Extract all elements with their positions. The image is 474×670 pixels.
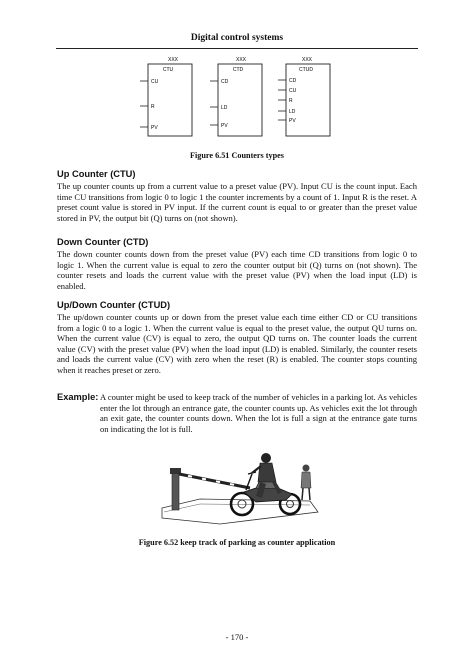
ctd-input-pv: PV [221,123,228,129]
ctud-heading: Up/Down Counter (CTUD) [57,300,171,310]
ctu-paragraph: The up counter counts up from a current value to a preset value (PV). Input CU is the count input. Each time CU transitions from logic 0 to logic 1 the counter increments by a count of 1. Input R is the reset. A preset count value is stored in PV input. If the current count is equal to or greater than the preset value stored in PV, the output bit (Q) turns on (not shown). [57,181,417,223]
ctd-input-cd: CD [221,79,229,85]
ctud-block [278,57,330,136]
ctud-input-r: R [289,98,293,104]
ctd-input-ld: LD [221,105,228,111]
counter-types-figure [130,55,350,139]
gate-arm [179,474,250,488]
ctud-top-label: XXX [302,57,313,63]
example-paragraph: A counter might be used to keep track of the number of vehicles in a parking lot. As vehicles enter the lot through an entrance gate, the counter counts up. As vehicles exit the lot through an exit gate, the counter counts down. When the lot is full a sign at the entrance gate turns on indicating the lot is full. [100,392,417,434]
ctu-block [140,57,192,136]
ctud-input-cd: CD [289,78,297,84]
ctu-type-label: CTU [162,67,174,73]
ctd-type-label: CTD [232,67,244,73]
ctd-block [210,57,262,136]
figure-6-51-caption: Figure 6.51 Counters types [189,151,284,160]
bystander [301,465,311,501]
ctud-input-pv: PV [289,118,296,124]
ctu-top-label: XXX [168,57,179,63]
parking-counter-illustration [160,452,320,526]
ctud-paragraph: The up/down counter counts up or down from the preset value each time either CD or CU transitions from a logic 0 to a logic 1. When the current value is equal to the preset value, the output QU turns on. When the current value (CV) is equal to zero, the output QD turns on. The counter loads the current value (CV) with the preset value (PV) when the load input (LD) is enabled. Similarly, the counter resets and loads the current value (CV) with zero when the reset (R) is enabled. The counter stops counting when it reaches preset or zero. [57,312,417,375]
ctd-top-label: XXX [236,57,247,63]
ctud-input-cu: CU [289,88,297,94]
example-label: Example: [57,392,99,402]
ctu-input-r: R [151,104,155,110]
figure-6-52-caption: Figure 6.52 keep track of parking as counter application [138,538,336,547]
ctd-heading: Down Counter (CTD) [57,237,149,247]
ctd-paragraph: The down counter counts down from the preset value (PV) each time CD transitions from logic 0 to logic 1. When the current value is equal to zero the counter output bit (Q) turns on (not shown). The counter resets and loads the current value with the preset value (PV) when the load input (LD) is enabled. [57,249,417,291]
ctu-input-pv: PV [151,125,158,131]
header-divider [56,48,418,49]
ctud-input-ld: LD [289,109,296,115]
page-header: Digital control systems [190,33,284,43]
ctu-input-cu: CU [151,79,159,85]
ctud-type-label: CTUD [299,67,313,73]
ctu-heading: Up Counter (CTU) [57,169,136,179]
page-number: - 170 - [225,632,249,642]
